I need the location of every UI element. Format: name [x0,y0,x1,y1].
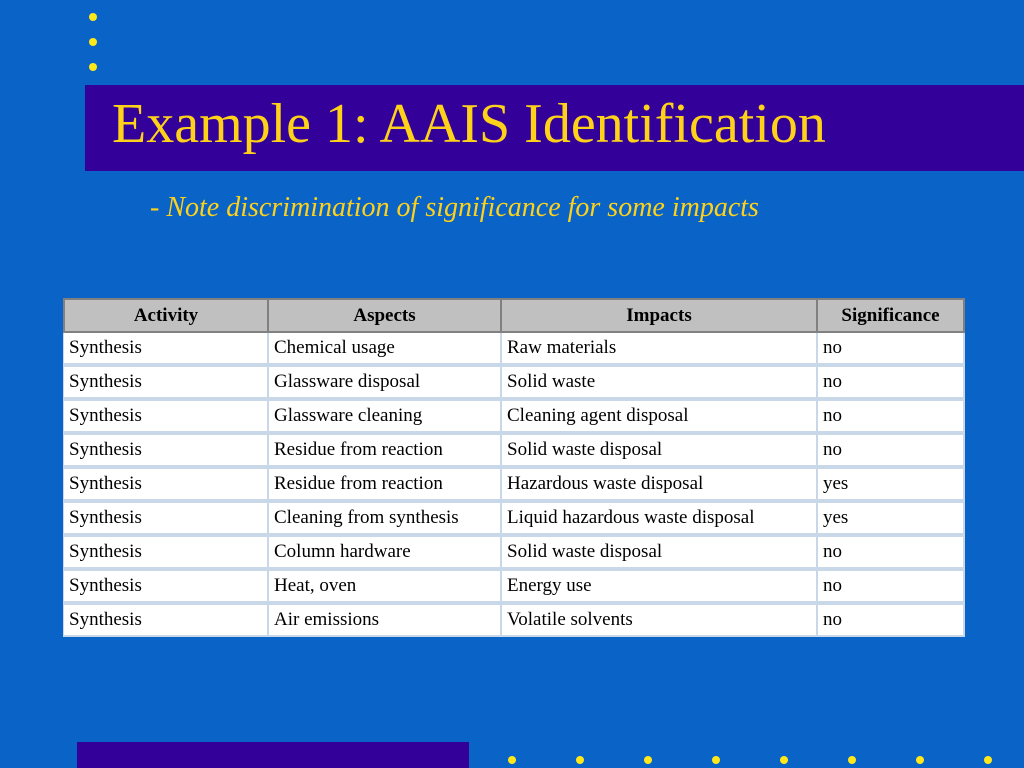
cell-activity: Synthesis [63,435,269,469]
cell-significance: no [818,401,965,435]
header-aspects: Aspects [269,298,502,333]
bullet-dot-icon [89,13,97,21]
table-row [63,605,965,637]
bullet-dot-icon [89,63,97,71]
cell-significance: yes [818,503,965,537]
table-row [63,571,965,605]
table-row [63,401,965,435]
cell-aspects: Glassware disposal [269,367,502,401]
cell-significance: no [818,435,965,469]
header-significance: Significance [818,298,965,333]
cell-aspects: Chemical usage [269,333,502,367]
table-row [63,537,965,571]
cell-activity: Synthesis [63,605,269,637]
cell-impacts: Solid waste [502,367,818,401]
cell-aspects: Residue from reaction [269,435,502,469]
bullet-dot-icon [508,756,516,764]
cell-activity: Synthesis [63,537,269,571]
table-row [63,503,965,537]
header-activity: Activity [63,298,269,333]
cell-impacts: Volatile solvents [502,605,818,637]
cell-activity: Synthesis [63,503,269,537]
table-header-row [63,298,965,333]
cell-significance: no [818,537,965,571]
cell-impacts: Cleaning agent disposal [502,401,818,435]
cell-aspects: Heat, oven [269,571,502,605]
table-row [63,435,965,469]
cell-activity: Synthesis [63,469,269,503]
bullet-dot-icon [916,756,924,764]
table-row [63,367,965,401]
cell-impacts: Solid waste disposal [502,435,818,469]
cell-activity: Synthesis [63,401,269,435]
cell-activity: Synthesis [63,333,269,367]
cell-aspects: Air emissions [269,605,502,637]
bullet-dot-icon [576,756,584,764]
cell-aspects: Cleaning from synthesis [269,503,502,537]
header-impacts: Impacts [502,298,818,333]
cell-significance: yes [818,469,965,503]
cell-significance: no [818,571,965,605]
cell-significance: no [818,333,965,367]
aais-table-container [63,298,965,637]
cell-significance: no [818,605,965,637]
cell-aspects: Residue from reaction [269,469,502,503]
cell-impacts: Raw materials [502,333,818,367]
cell-impacts: Liquid hazardous waste disposal [502,503,818,537]
slide-subtitle: - Note discrimination of significance for some impacts [150,192,759,223]
slide-title: Example 1: AAIS Identification [112,93,826,155]
bullet-dot-icon [644,756,652,764]
cell-activity: Synthesis [63,367,269,401]
bullet-dot-icon [848,756,856,764]
cell-impacts: Hazardous waste disposal [502,469,818,503]
footer-banner [77,742,469,768]
bullet-dot-icon [712,756,720,764]
cell-significance: no [818,367,965,401]
cell-activity: Synthesis [63,571,269,605]
bullet-dot-icon [89,38,97,46]
bullet-dot-icon [984,756,992,764]
cell-aspects: Column hardware [269,537,502,571]
cell-aspects: Glassware cleaning [269,401,502,435]
aais-table [63,298,965,637]
cell-impacts: Energy use [502,571,818,605]
table-row [63,469,965,503]
cell-impacts: Solid waste disposal [502,537,818,571]
table-row [63,333,965,367]
bullet-dot-icon [780,756,788,764]
